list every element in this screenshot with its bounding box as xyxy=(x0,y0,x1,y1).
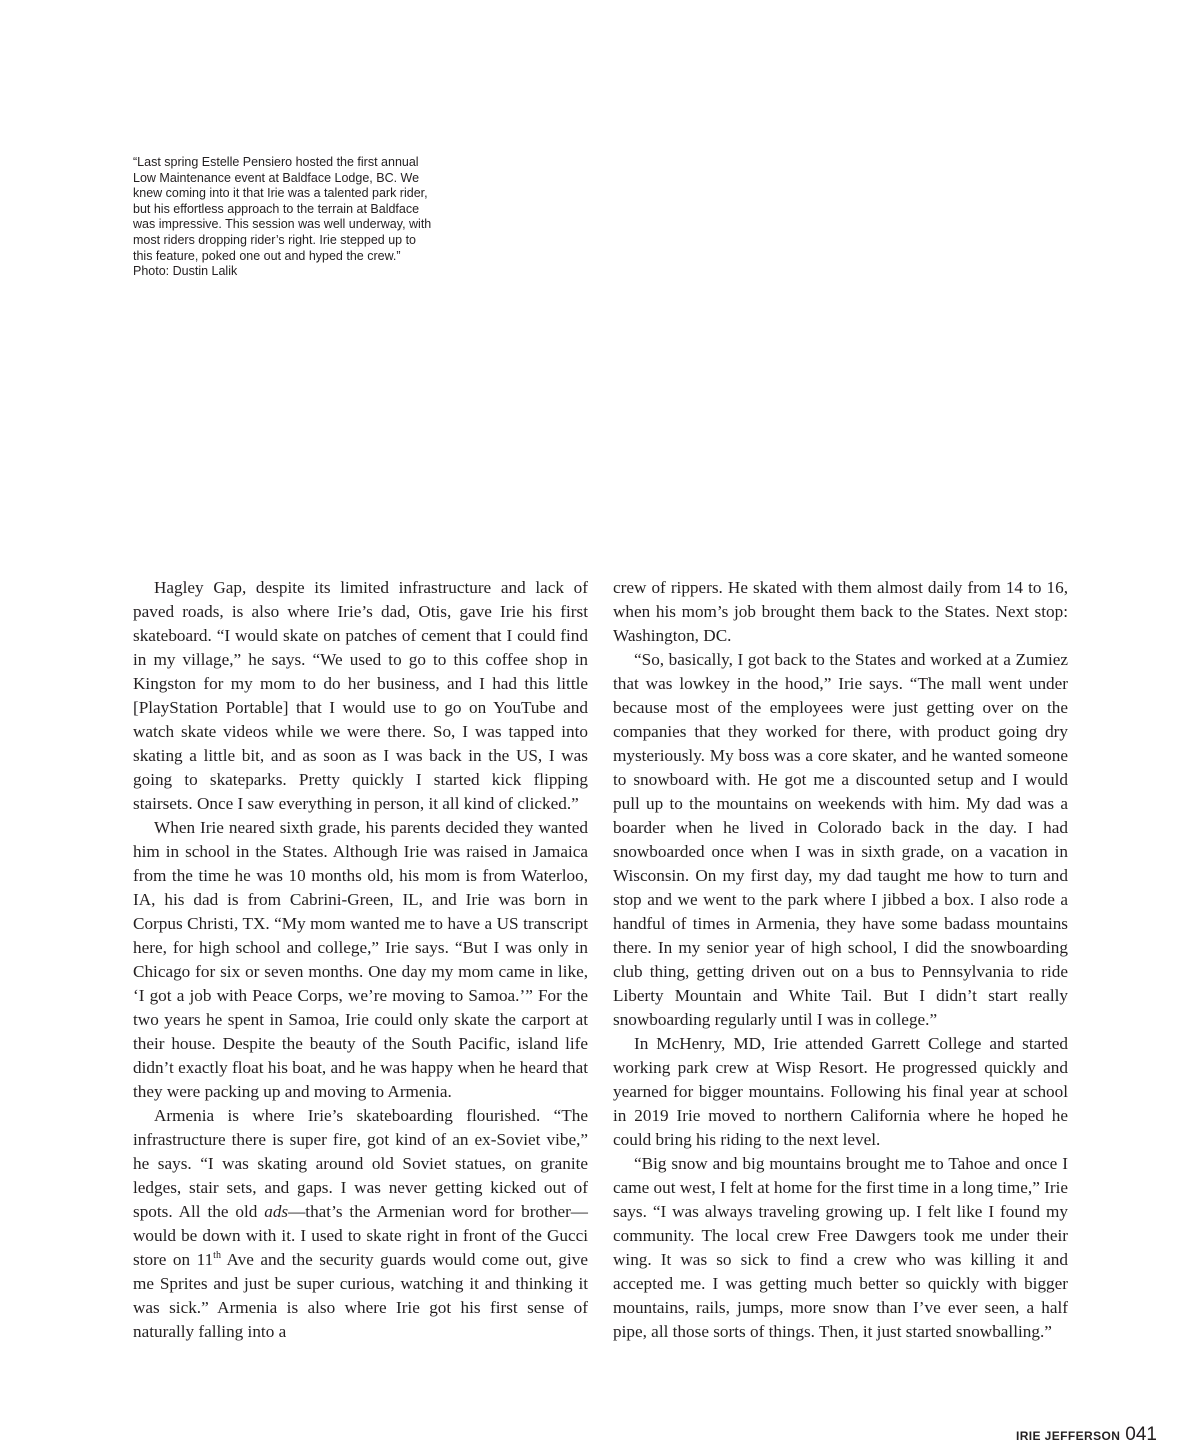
photo-credit: Photo: Dustin Lalik xyxy=(133,264,238,279)
text-run: —that’s the Armenian word for brother—would be down with it. I used to skate right in front of the Gucci store on 11 xyxy=(133,1202,588,1269)
paragraph: “So, basically, I got back to the States and worked at a Zumiez that was lowkey in the hood,” Irie says. “The mall went under because most of the employees were just getting over on the companies that they worked for there, with product going dry mysteriously. My boss was a core skater, and he wanted someone to snowboard with. He got me a discounted setup and I would pull up to the mountains on weekends with him. My dad was a boarder when he lived in Colorado back in the day. I had snowboarded once when I was in sixth grade, on a vacation in Wisconsin. On my first day, my dad taught me how to turn and stop and we went to the park where I jibbed a box. I also rode a handful of times in Armenia, they have some badass mountains there. In my senior year of high school, I did the snowboarding club thing, getting driven out on a bus to Pennsylvania to ride Liberty Mountain and White Tail. But I didn’t start really snowboarding regularly until I was in college.” xyxy=(613,650,1068,1029)
text-run: Ave and the security guards would come out, give me Sprites and just be super curious, watching it and thinking it was sick.” Armenia is also where Irie got his first sense of naturally falling into a xyxy=(133,1250,588,1341)
paragraph: In McHenry, MD, Irie attended Garrett College and started working park crew at Wisp Resort. He progressed quickly and yearned for bigger mountains. Following his final year at school in 2019 Irie moved to northern California where he hoped he could bring his riding to the next level. xyxy=(613,1034,1068,1149)
photo-caption xyxy=(133,155,433,280)
text-run: Armenia is where Irie’s skateboarding flourished. “The infrastructure there is super fire, got kind of an ex-Soviet vibe,” he says. “I was skating around old Soviet statues, on granite ledges, stair sets, and gaps. I was never getting kicked out of spots. All the old xyxy=(133,1106,588,1221)
paragraph: Hagley Gap, despite its limited infrastructure and lack of paved roads, is also where Irie’s dad, Otis, gave Irie his first skateboard. “I would skate on patches of cement that I could find in my village,” he says. “We used to go to this coffee shop in Kingston for my mom to do her business, and I had this little [PlayStation Portable] that I would use to go on YouTube and watch skate videos while we were there. So, I was tapped into skating a little bit, and as soon as I was back in the US, I was going to skateparks. Pretty quickly I started kick flipping stairsets. Once I saw everything in person, it all kind of clicked.” xyxy=(133,578,588,813)
page-footer xyxy=(1016,1424,1157,1446)
paragraph-continued: crew of rippers. He skated with them almost daily from 14 to 16, when his mom’s job brought them back to the States. Next stop: Washington, DC. xyxy=(613,578,1068,645)
paragraph xyxy=(133,1104,588,1344)
ordinal-superscript: th xyxy=(213,1250,221,1261)
article-column-left xyxy=(133,576,588,1344)
paragraph: When Irie neared sixth grade, his parents decided they wanted him in school in the States. Although Irie was raised in Jamaica from the time he was 10 months old, his mom is from Waterloo, IA, his dad is from Cabrini-Green, IL, and Irie was born in Corpus Christi, TX. “My mom wanted me to have a US transcript here, for high school and college,” Irie says. “But I was only in Chicago for six or seven months. One day my mom came in like, ‘I got a job with Peace Corps, we’re moving to Samoa.’” For the two years he spent in Samoa, Irie could only skate the carport at their house. Despite the beauty of the South Pacific, island life didn’t exactly float his boat, and he was happy when he heard that they were packing up and moving to Armenia. xyxy=(133,818,588,1101)
paragraph: “Big snow and big mountains brought me to Tahoe and once I came out west, I felt at home for the first time in a long time,” Irie says. “I was always traveling growing up. I felt like I found my community. The local crew Free Dawgers took me under their wing. It was so sick to find a crew who was killing it and accepted me. I was getting much better so quickly with bigger mountains, rails, jumps, more snow than I’ve ever seen, a half pipe, all those sorts of things. Then, it just started snowballing.” xyxy=(613,1154,1068,1341)
running-title: IRIE JEFFERSON xyxy=(1016,1429,1121,1443)
italic-word: ads xyxy=(264,1202,289,1221)
caption-text: “Last spring Estelle Pensiero hosted the first annual Low Maintenance event at Baldface Lodge, BC. We knew coming into it that Irie was a talented park rider, but his effortless approach to the terrain at Baldface was impressive. This session was well underway, with most riders dropping rider’s right. Irie stepped up to this feature, poked one out and hyped the crew.” xyxy=(133,155,432,263)
page-number: 041 xyxy=(1125,1424,1157,1445)
article-column-right xyxy=(613,576,1068,1344)
